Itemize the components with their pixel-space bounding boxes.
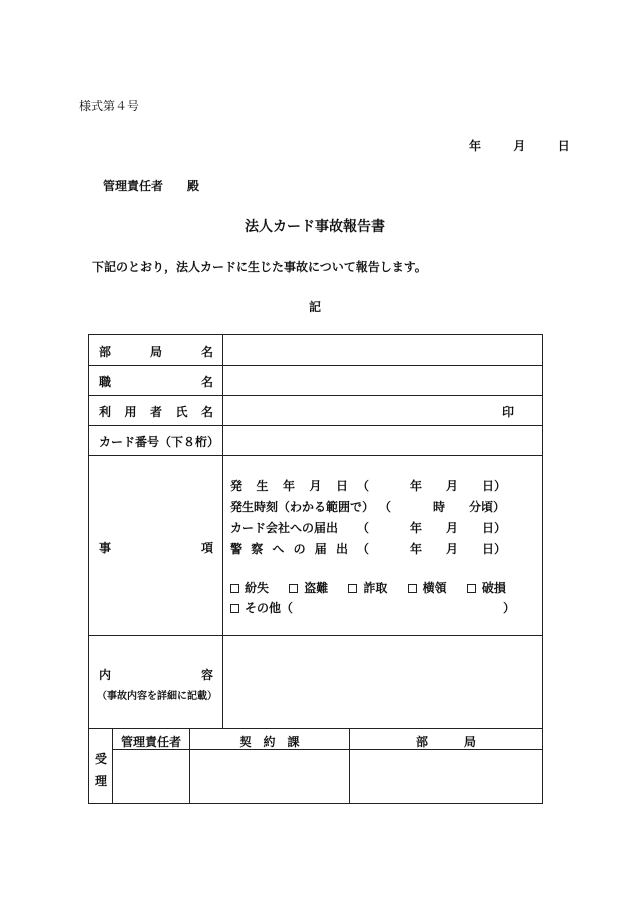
ki-marker: 記: [308, 300, 321, 314]
other-paren-close: ）: [503, 601, 516, 615]
date-line: [469, 137, 570, 154]
checkbox-icon[interactable]: [348, 584, 357, 593]
checkbox-icon[interactable]: [467, 584, 476, 593]
paren-open: （: [379, 500, 392, 514]
row-divider: [89, 455, 542, 456]
department-label: 部 局 名: [99, 345, 213, 359]
police-report-month[interactable]: 月: [446, 542, 459, 556]
occurrence-minute[interactable]: 分頃）: [469, 500, 506, 514]
position-field[interactable]: [223, 366, 542, 395]
date-month: 月: [513, 139, 526, 153]
option-damage[interactable]: 破損: [467, 579, 506, 596]
occurrence-year[interactable]: 年: [410, 479, 423, 493]
date-year: 年: [469, 139, 482, 153]
option-loss[interactable]: 紛失: [230, 579, 269, 596]
content-label: 内 容: [99, 668, 213, 682]
checkbox-icon[interactable]: [230, 604, 239, 613]
option-embezzlement[interactable]: 横領: [408, 579, 447, 596]
card-number-field[interactable]: [223, 426, 542, 455]
option-other[interactable]: その他（: [230, 599, 293, 616]
paren-open: （: [357, 521, 370, 535]
option-fraud[interactable]: 詐取: [348, 579, 387, 596]
card-company-report-month[interactable]: 月: [446, 521, 459, 535]
content-field[interactable]: [223, 636, 542, 728]
department-stamp-cell[interactable]: [350, 750, 542, 803]
department-column-header: 部 局: [415, 735, 476, 749]
card-company-report-year[interactable]: 年: [410, 521, 423, 535]
occurrence-day[interactable]: 日）: [482, 479, 507, 493]
checkbox-icon[interactable]: [289, 584, 298, 593]
occurrence-time-label: 発生時刻（わかる範囲で）: [230, 500, 375, 514]
contract-section-column-header: 契 約 課: [239, 735, 300, 749]
intro-text: 下記のとおり，法人カードに生じた事故について報告します。: [92, 260, 427, 274]
occurrence-date-label: 発 生 年 月 日: [230, 479, 348, 493]
paren-open: （: [357, 479, 370, 493]
reception-label-1: 受: [95, 752, 108, 766]
reception-label-2: 理: [95, 774, 108, 788]
police-report-year[interactable]: 年: [410, 542, 423, 556]
date-day: 日: [557, 139, 570, 153]
row-divider: [89, 728, 542, 729]
checkbox-icon[interactable]: [230, 584, 239, 593]
position-label: 職 名: [99, 375, 213, 389]
checkbox-icon[interactable]: [408, 584, 417, 593]
option-theft[interactable]: 盗難: [289, 579, 328, 596]
manager-column-header: 管理責任者: [120, 735, 181, 749]
content-note: （事故内容を詳細に記載）: [97, 691, 217, 702]
user-name-field[interactable]: [223, 396, 542, 425]
incident-type-options: [230, 579, 506, 596]
paren-open: （: [357, 542, 370, 556]
occurrence-hour[interactable]: 時: [433, 500, 446, 514]
card-number-label: カード番号（下８桁）: [99, 435, 220, 449]
manager-stamp-cell[interactable]: [113, 750, 189, 803]
department-field[interactable]: [223, 335, 542, 365]
document-title: 法人カード事故報告書: [245, 219, 385, 235]
form-number: 様式第４号: [79, 99, 140, 113]
card-company-report-label: カード会社への届出: [230, 521, 339, 535]
card-company-report-day[interactable]: 日）: [482, 521, 507, 535]
police-report-day[interactable]: 日）: [482, 542, 507, 556]
seal-mark: 印: [502, 405, 515, 419]
report-form-table: [88, 334, 543, 804]
police-report-label: 警 察 へ の 届 出: [230, 542, 348, 556]
occurrence-month[interactable]: 月: [446, 479, 459, 493]
matters-label: 事 項: [99, 541, 213, 555]
contract-section-stamp-cell[interactable]: [190, 750, 349, 803]
user-name-label: 利 用 者 氏 名: [99, 405, 213, 419]
addressee: 管理責任者 殿: [103, 179, 200, 193]
